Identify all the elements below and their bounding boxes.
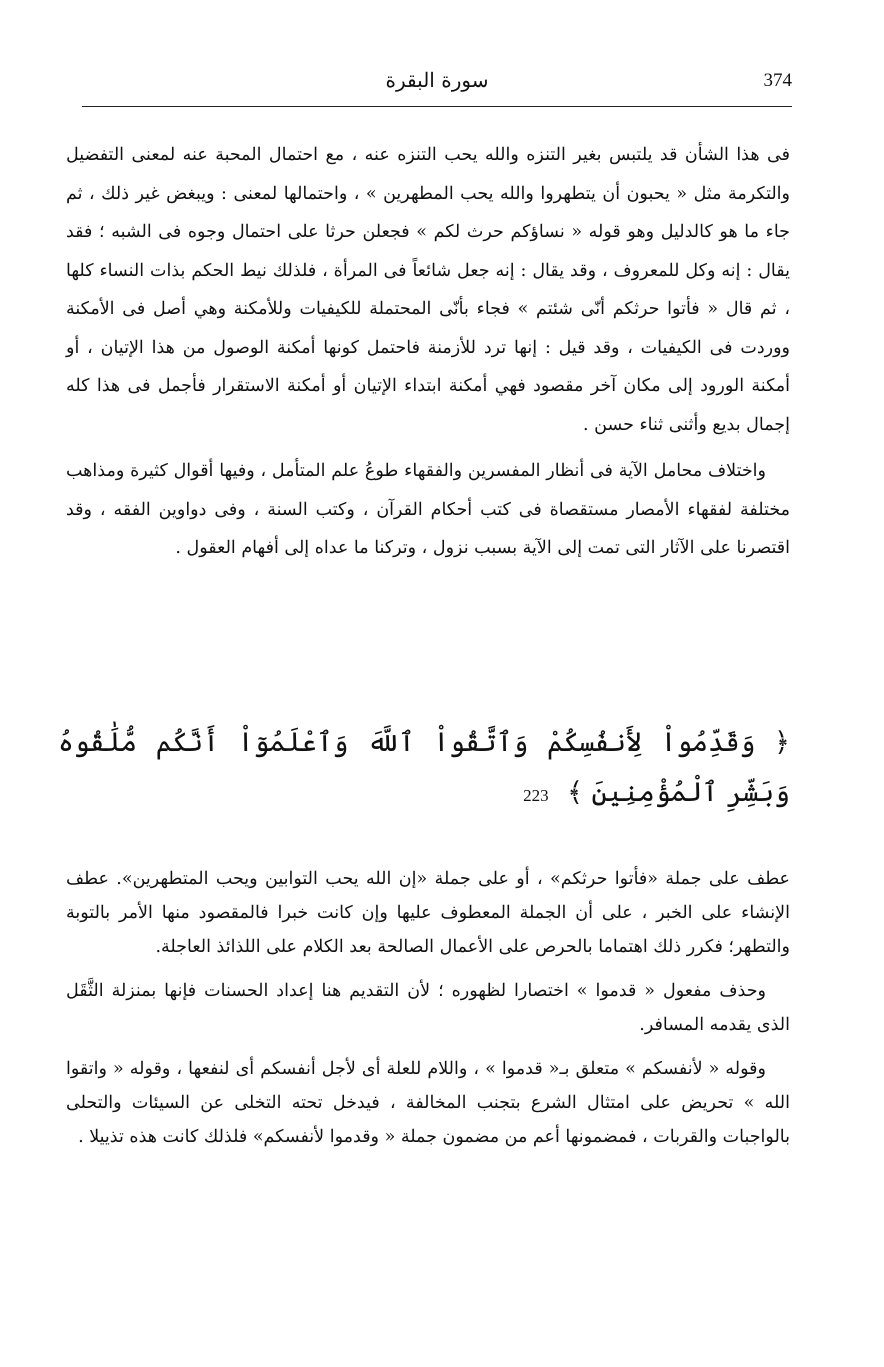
- surah-title: سورة البقرة: [385, 68, 489, 92]
- quran-verse: [58, 718, 790, 821]
- verse-number: 223: [523, 786, 549, 805]
- page-header: [82, 62, 792, 108]
- body-paragraph-1: فى هذا الشأن قد يلتبس بغير التنزه والله يحب التنزه عنه ، مع احتمال المحبة عنه لمعنى التفضيل والتكرمة مثل « يحبون أن يتطهروا والله يحب المطهرين » ، واحتمالها لمعنى : ويبغض غير ذلك ، ثم جاء ما هو كالدليل وهو قوله « نساؤكم حرث لكم » فجعلن حرثا على احتمال وجوه فى الشبه ؛ فقد يقال : إنه وكل للمعروف ، وقد يقال : إنه جعل شائعاً فى المرأة ، فلذلك نيط الحكم بذات النساء كلها ، ثم قال « فأتوا حرثكم أنّى شئتم » فجاء بأنّى المحتملة للكيفيات وللأمكنة وهي أصل فى الأمكنة ووردت فى الكيفيات ، وقد قيل : إنها ترد للأزمنة فاحتمل كونها أمكنة الوصول من هذا الإتيان ، أو أمكنة الورود إلى مكان آخر مقصود فهي أمكنة ابتداء الإتيان أو أمكنة الاستقرار فأجمل فى هذا كله إجمال بديع وأثنى ثناء حسن .: [66, 145, 790, 435]
- main-text: [66, 136, 790, 576]
- header-rule: [82, 106, 792, 107]
- commentary-paragraph-3: وقوله « لأنفسكم » متعلق بـ« قدموا » ، واللام للعلة أى لأجل أنفسكم أى لنفعها ، وقوله « واتقوا الله » تحريض على امتثال الشرع بتجنب المخالفة ، فيدخل تحته التخلى عن السيئات والتحلى بالواجبات والقربات ، فمضمونها أعم من مضمون جملة « وقدموا لأنفسكم» فلذلك كانت هذه تذييلا .: [66, 1059, 790, 1147]
- body-paragraph-2: واختلاف محامل الآية فى أنظار المفسرين والفقهاء طوعُ علم المتأمل ، وفيها أقوال كثيرة ومذاهب مختلفة لفقهاء الأمصار مستقصاة فى كتب أحكام القرآن ، وكتب السنة ، وفى دواوين الفقه ، وقد اقتصرنا على الآثار التى تمت إلى الآية بسبب نزول ، وتركنا ما عداه إلى أفهام العقول .: [66, 461, 790, 558]
- verse-commentary: [66, 862, 790, 1164]
- commentary-paragraph-2: وحذف مفعول « قدموا » اختصارا لظهوره ؛ لأن التقديم هنا إعداد الحسنات فإنها بمنزلة الثَّقَل الذى يقدمه المسافر.: [66, 981, 790, 1035]
- verse-text: ﴿ وَقَدِّمُواْ لِأَنفُسِكُمْ وَٱتَّقُواْ ٱللَّهَ وَٱعْلَمُوٓاْ أَنَّكُم مُّلَٰقُوهُ وَبَشِّرِ ٱلْمُؤْمِنِينَ ﴾: [58, 727, 790, 808]
- page-number: 374: [763, 70, 792, 91]
- commentary-paragraph-1: عطف على جملة «فأتوا حرثكم» ، أو على جملة «إن الله يحب التوابين ويحب المتطهرين». عطف الإنشاء على الخبر ، على أن الجملة المعطوف عليها وإن كانت خبرا فالمقصود منها الأمر بالتوبة والتطهر؛ فكرر ذلك اهتماما بالحرص على الأعمال الصالحة بعد الكلام على اللذائذ العاجلة.: [66, 869, 790, 957]
